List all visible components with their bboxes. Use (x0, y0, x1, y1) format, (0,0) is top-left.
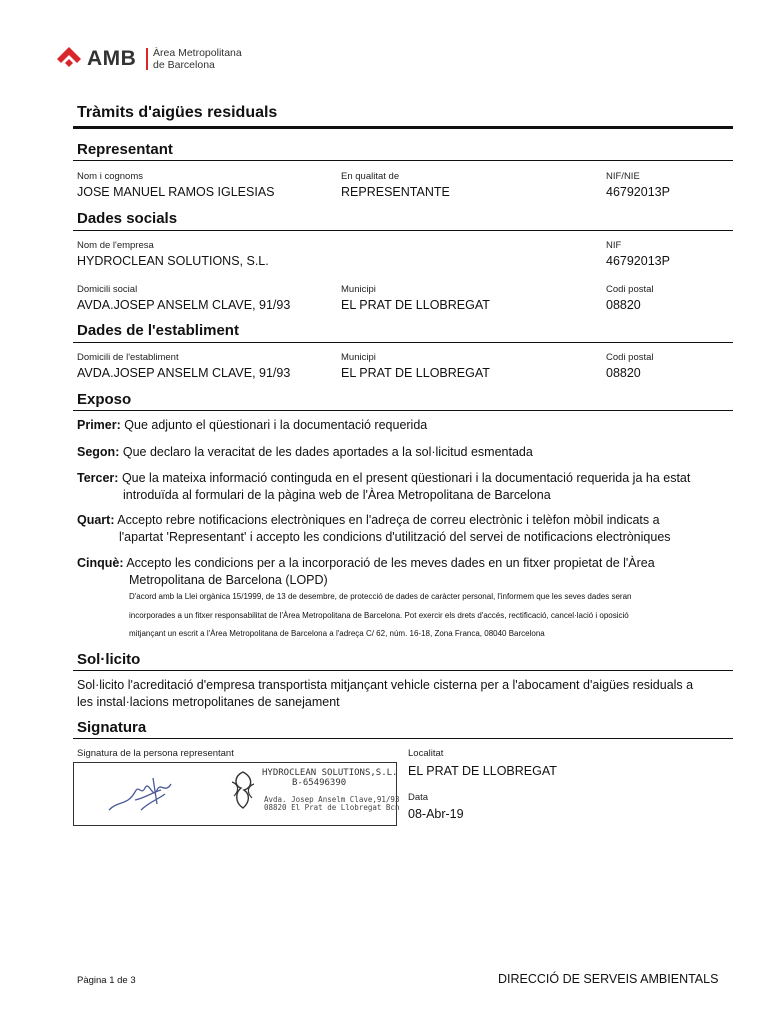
quart-key: Quart: (77, 513, 115, 527)
section-rule (73, 410, 733, 411)
exposo-cinque (77, 555, 727, 572)
signature-label: Signatura de la persona representant (77, 748, 234, 759)
quart-text-1: Accepto rebre notificacions electròniques en l'adreça de correu electrònic i telèfon mòbil indicats a (117, 513, 660, 527)
sollicito-text-1: Sol·licito l'acreditació d'empresa transportista mitjançant vehicle cisterna per a l'abocament d'aigües residuals a (77, 678, 694, 692)
nif-label: NIF/NIE (606, 171, 640, 182)
stamp-line-4: 08820 El Prat de Llobregat Bcn (264, 803, 400, 812)
name-label: Nom i cognoms (77, 171, 143, 182)
exposo-tercer (77, 470, 727, 487)
primer-text: Que adjunto el qüestionari i la documentació requerida (124, 418, 428, 432)
section-rule (73, 230, 733, 231)
company-nif-label: NIF (606, 240, 622, 251)
social-city-label: Municipi (341, 284, 376, 295)
company-stamp (262, 768, 397, 788)
name-value: JOSE MANUEL RAMOS IGLESIAS (77, 185, 275, 199)
place-label: Localitat (408, 748, 444, 759)
social-city-value: EL PRAT DE LLOBREGAT (341, 298, 490, 312)
tercer-key: Tercer: (77, 471, 119, 485)
segon-key: Segon: (77, 445, 120, 459)
title-rule (73, 126, 733, 129)
primer-key: Primer: (77, 418, 121, 432)
company-label: Nom de l'empresa (77, 240, 154, 251)
tercer-text-1: Que la mateixa informació continguda en el present qüestionari i la documentació requerida ja ha estat (121, 471, 691, 485)
exposo-segon (77, 444, 727, 461)
cinque-text-1: Accepto les condicions per a la incorporació de les meves dades en un fitxer propietat de l'Àrea (126, 556, 655, 570)
logo-text: AMB (87, 47, 137, 70)
stamp-line-2: B-65496390 (292, 778, 347, 788)
lopd-line-3: mitjançant un escrit a l'Àrea Metropolitana de Barcelona a l'adreça C/ 62, núm. 16-18, Zona Franca, 08040 Barcelona (129, 629, 545, 638)
estab-zip-value: 08820 (606, 366, 641, 380)
section-representant-heading: Representant (77, 141, 173, 158)
page-number: Pàgina 1 de 3 (77, 975, 136, 986)
estab-zip-label: Codi postal (606, 352, 654, 363)
section-establiment-heading: Dades de l'establiment (77, 322, 239, 339)
logo-org-name (153, 47, 242, 71)
sollicito-text-2: les instal·lacions metropolitanes de sanejament (77, 695, 340, 709)
nif-value: 46792013P (606, 185, 670, 199)
handwritten-signature (105, 770, 185, 816)
tercer-text-2: introduïda al formulari de la pàgina web de l'Àrea Metropolitana de Barcelona (123, 488, 551, 502)
social-zip-label: Codi postal (606, 284, 654, 295)
estab-address-value: AVDA.JOSEP ANSELM CLAVE, 91/93 (77, 366, 291, 380)
section-rule (73, 160, 733, 161)
estab-address-label: Domicili de l'establiment (77, 352, 179, 363)
role-label: En qualitat de (341, 171, 400, 182)
page-title: Tràmits d'aigües residuals (77, 104, 278, 121)
exposo-primer (77, 417, 727, 434)
exposo-quart (77, 512, 727, 529)
org-line-1: Àrea Metropolitana (153, 47, 242, 59)
section-rule (73, 670, 733, 671)
company-nif-value: 46792013P (606, 254, 670, 268)
stamp-logo-icon (228, 768, 258, 812)
quart-text-2: l'apartat 'Representant' i accepto les condicions d'utilització del servei de notificacions electròniques (119, 530, 671, 544)
company-stamp-address (264, 796, 399, 812)
section-exposo-heading: Exposo (77, 391, 132, 408)
section-rule (73, 738, 733, 739)
org-line-2: de Barcelona (153, 59, 215, 71)
social-address-label: Domicili social (77, 284, 138, 295)
section-rule (73, 342, 733, 343)
cinque-text-2: Metropolitana de Barcelona (LOPD) (129, 573, 328, 587)
section-sollicito-heading: Sol·licito (77, 651, 141, 668)
lopd-line-2: incorporades a un fitxer responsabilitat de l'Àrea Metropolitana de Barcelona. Pot exercir els drets d'accés, rectificació, cancel·lació i oposició (129, 611, 629, 620)
date-label: Data (408, 792, 429, 803)
company-value: HYDROCLEAN SOLUTIONS, S.L. (77, 254, 269, 268)
social-zip-value: 08820 (606, 298, 641, 312)
date-value: 08-Abr-19 (408, 807, 464, 821)
stamp-line-3: Avda. Josep Anselm Clave,91/93 (264, 795, 400, 804)
social-address-value: AVDA.JOSEP ANSELM CLAVE, 91/93 (77, 298, 291, 312)
segon-text: Que declaro la veracitat de les dades aportades a la sol·licitud esmentada (122, 445, 533, 459)
section-dades-socials-heading: Dades socials (77, 210, 178, 227)
place-value: EL PRAT DE LLOBREGAT (408, 764, 557, 778)
amb-logo-icon (56, 46, 82, 72)
estab-city-value: EL PRAT DE LLOBREGAT (341, 366, 490, 380)
estab-city-label: Municipi (341, 352, 376, 363)
stamp-line-1: HYDROCLEAN SOLUTIONS,S.L. (262, 768, 398, 778)
role-value: REPRESENTANTE (341, 185, 450, 199)
lopd-line-1: D'acord amb la Llei orgànica 15/1999, de 13 de desembre, de protecció de dades de caràcter personal, l'informem que les seves dades seran (129, 592, 632, 601)
cinque-key: Cinquè: (77, 556, 124, 570)
section-signatura-heading: Signatura (77, 719, 147, 736)
logo-divider (146, 48, 148, 70)
department-name: DIRECCIÓ DE SERVEIS AMBIENTALS (498, 972, 719, 986)
